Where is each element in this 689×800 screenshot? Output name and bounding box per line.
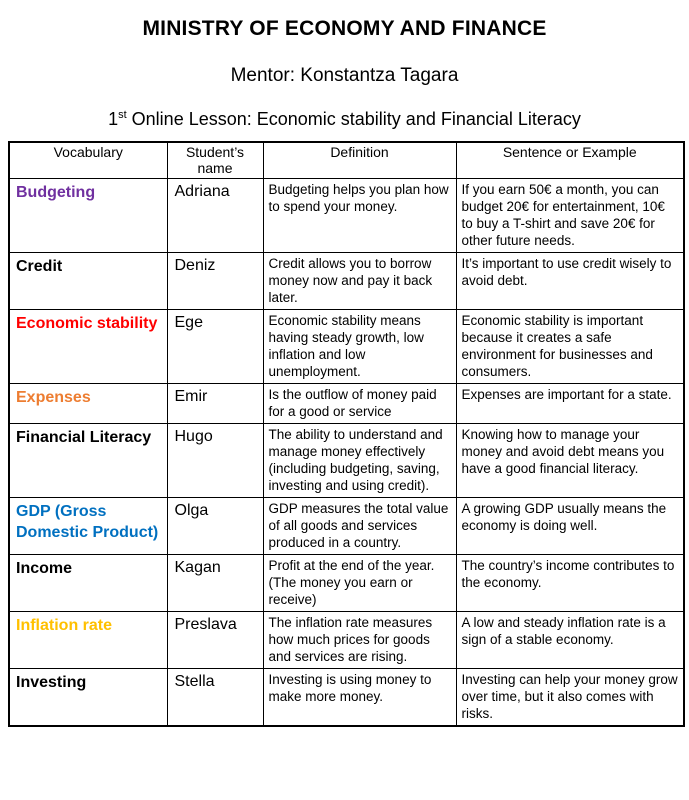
table-header-row: [9, 142, 684, 179]
definition-cell: Economic stability means having steady growth, low inflation and low unemployment.: [263, 310, 456, 384]
definition-cell: Profit at the end of the year. (The money you earn or receive): [263, 555, 456, 612]
definition-cell: Investing is using money to make more money.: [263, 669, 456, 727]
vocabulary-term: Inflation rate: [9, 612, 167, 669]
vocabulary-table: [8, 141, 685, 727]
example-cell: Investing can help your money grow over time, but it also comes with risks.: [456, 669, 684, 727]
vocabulary-term: Income: [9, 555, 167, 612]
definition-cell: The ability to understand and manage money effectively (including budgeting, saving, investing and using credit).: [263, 424, 456, 498]
vocabulary-term: Expenses: [9, 384, 167, 424]
example-cell: Expenses are important for a state.: [456, 384, 684, 424]
example-cell: A growing GDP usually means the economy is doing well.: [456, 498, 684, 555]
student-name: Olga: [167, 498, 263, 555]
column-header-vocabulary: Vocabulary: [9, 142, 167, 179]
table-row: [9, 612, 684, 669]
vocabulary-term: Financial Literacy: [9, 424, 167, 498]
table-row: [9, 555, 684, 612]
page-title: MINISTRY OF ECONOMY AND FINANCE: [142, 17, 547, 40]
column-header-sentence-example: Sentence or Example: [456, 142, 684, 179]
student-name: Deniz: [167, 253, 263, 310]
lesson-number: 1: [108, 109, 119, 129]
student-name: Adriana: [167, 179, 263, 253]
definition-cell: Budgeting helps you plan how to spend your money.: [263, 179, 456, 253]
lesson-title: [0, 108, 689, 131]
student-name: Preslava: [167, 612, 263, 669]
student-name: Emir: [167, 384, 263, 424]
student-name: Kagan: [167, 555, 263, 612]
vocabulary-term: Investing: [9, 669, 167, 727]
table-row: [9, 669, 684, 727]
student-name: Stella: [167, 669, 263, 727]
example-cell: Economic stability is important because it creates a safe environment for businesses and consumers.: [456, 310, 684, 384]
vocabulary-term: Credit: [9, 253, 167, 310]
table-row: [9, 498, 684, 555]
table-row: [9, 179, 684, 253]
example-cell: Knowing how to manage your money and avoid debt means you have a good financial literacy.: [456, 424, 684, 498]
student-name: Ege: [167, 310, 263, 384]
table-row: [9, 424, 684, 498]
definition-cell: GDP measures the total value of all goods and services produced in a country.: [263, 498, 456, 555]
lesson-title-text: Online Lesson: Economic stability and Financial Literacy: [126, 109, 581, 129]
example-cell: It’s important to use credit wisely to avoid debt.: [456, 253, 684, 310]
student-name: Hugo: [167, 424, 263, 498]
column-header-definition: Definition: [263, 142, 456, 179]
column-header-student-name: Student’s name: [167, 142, 263, 179]
table-row: [9, 310, 684, 384]
example-cell: A low and steady inflation rate is a sign of a stable economy.: [456, 612, 684, 669]
example-cell: The country’s income contributes to the economy.: [456, 555, 684, 612]
definition-cell: Is the outflow of money paid for a good or service: [263, 384, 456, 424]
vocabulary-term: GDP (Gross Domestic Product): [9, 498, 167, 555]
definition-cell: Credit allows you to borrow money now and pay it back later.: [263, 253, 456, 310]
example-cell: If you earn 50€ a month, you can budget 20€ for entertainment, 10€ to buy a T-shirt and save 20€ for other future needs.: [456, 179, 684, 253]
lesson-ordinal-suffix: st: [118, 109, 127, 121]
vocabulary-term: Economic stability: [9, 310, 167, 384]
vocabulary-term: Budgeting: [9, 179, 167, 253]
table-row: [9, 384, 684, 424]
definition-cell: The inflation rate measures how much prices for goods and services are rising.: [263, 612, 456, 669]
mentor-title: Mentor: Konstantza Tagara: [230, 65, 459, 86]
table-row: [9, 253, 684, 310]
